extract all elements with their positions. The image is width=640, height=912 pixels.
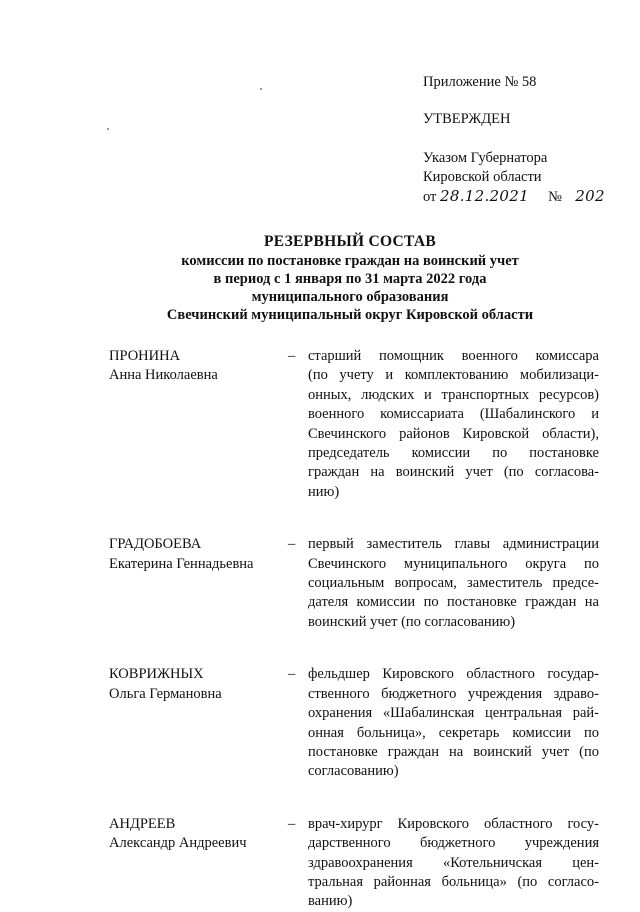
member-surname: ГРАДОБОЕВА	[109, 536, 202, 553]
role-line: нию)	[308, 483, 340, 500]
member-surname: АНДРЕЕВ	[109, 815, 176, 832]
role-line: онная больница», секретарь комиссии по	[308, 724, 599, 741]
member-dash: –	[288, 815, 296, 832]
member-entry	[109, 347, 599, 502]
member-dash: –	[288, 666, 296, 683]
role-line: согласованию)	[308, 763, 399, 780]
role-line: ственного бюджетного учреждения здраво-	[308, 685, 599, 702]
date-prefix: от	[423, 189, 437, 205]
member-entry	[109, 535, 599, 632]
role-line: онных, людских и транспортных ресурсов)	[308, 386, 599, 403]
member-given-names: Екатерина Геннадьевна	[109, 555, 254, 572]
role-line: граждан на воинский учет (по согласова-	[308, 464, 599, 481]
handwritten-date: 28.12.2021	[440, 187, 529, 205]
role-line: охранения «Шабалинская центральная рай-	[308, 705, 599, 722]
members-list	[109, 347, 599, 912]
role-line: фельдшер Кировского областного государ-	[308, 666, 599, 683]
role-line: (по учету и комплектованию мобилизаци-	[308, 367, 599, 384]
appendix-number: Приложение № 58	[423, 74, 537, 90]
role-line: Свечинского районов Кировской области),	[308, 425, 599, 442]
member-dash: –	[288, 536, 296, 553]
decree-issuer-line2: Кировской области	[423, 169, 542, 185]
member-entry	[109, 815, 599, 912]
member-name	[109, 665, 286, 781]
role-line: тральная районная больница» (по согласо-	[308, 873, 599, 890]
heading-line-3: муниципального образования	[251, 289, 449, 305]
role-line: здравоохранения «Котельничская цен-	[308, 854, 599, 871]
scan-speck	[260, 88, 262, 90]
role-line: врач-хирург Кировского областного госу-	[308, 815, 599, 832]
member-dash: –	[288, 348, 296, 364]
member-role	[308, 665, 599, 781]
approval-stamp-block	[423, 73, 623, 207]
member-given-names: Александр Андреевич	[109, 835, 247, 852]
member-role	[308, 347, 599, 502]
heading-line-1: комиссии по постановке граждан на воинский учет	[181, 253, 519, 269]
role-line: воинский учет (по согласованию)	[308, 613, 516, 630]
number-prefix: №	[548, 189, 563, 205]
role-line: социальным вопросам, заместитель предсе-	[308, 575, 599, 592]
role-line: постановке граждан на воинский учет (по	[308, 743, 599, 760]
heading-line-4: Свечинский муниципальный округ Кировской области	[166, 307, 534, 323]
document-heading	[100, 233, 600, 324]
role-line: первый заместитель главы администрации	[308, 536, 599, 553]
role-line: старший помощник военного комиссара	[308, 348, 599, 364]
scan-speck	[107, 128, 109, 130]
member-given-names: Ольга Германовна	[109, 685, 222, 702]
role-line: дарственного бюджетного учреждения	[308, 835, 599, 852]
member-name	[109, 815, 286, 912]
role-line: Свечинского муниципального округа по	[308, 555, 599, 572]
member-surname: КОВРИЖНЫХ	[109, 666, 204, 683]
member-entry	[109, 665, 599, 781]
decree-issuer-line1: Указом Губернатора	[423, 150, 548, 166]
member-role	[308, 535, 599, 632]
handwritten-number: 202	[575, 187, 605, 205]
member-name	[109, 347, 286, 502]
role-line: ванию)	[308, 893, 353, 910]
member-surname: ПРОНИНА	[109, 348, 181, 364]
role-line: дателя комиссии по постановке граждан на	[308, 594, 599, 611]
member-role	[308, 815, 599, 912]
role-line: военного комиссариата (Шабалинского и	[308, 406, 599, 423]
heading-line-2: в период с 1 января по 31 марта 2022 года	[213, 271, 487, 287]
decree-date-number	[423, 187, 623, 207]
role-line: председатель комиссии по постановке	[308, 445, 599, 462]
member-name	[109, 535, 286, 632]
approved-label: УТВЕРЖДЕН	[423, 111, 511, 127]
document-title: РЕЗЕРВНЫЙ СОСТАВ	[263, 233, 437, 250]
member-given-names: Анна Николаевна	[109, 367, 218, 384]
